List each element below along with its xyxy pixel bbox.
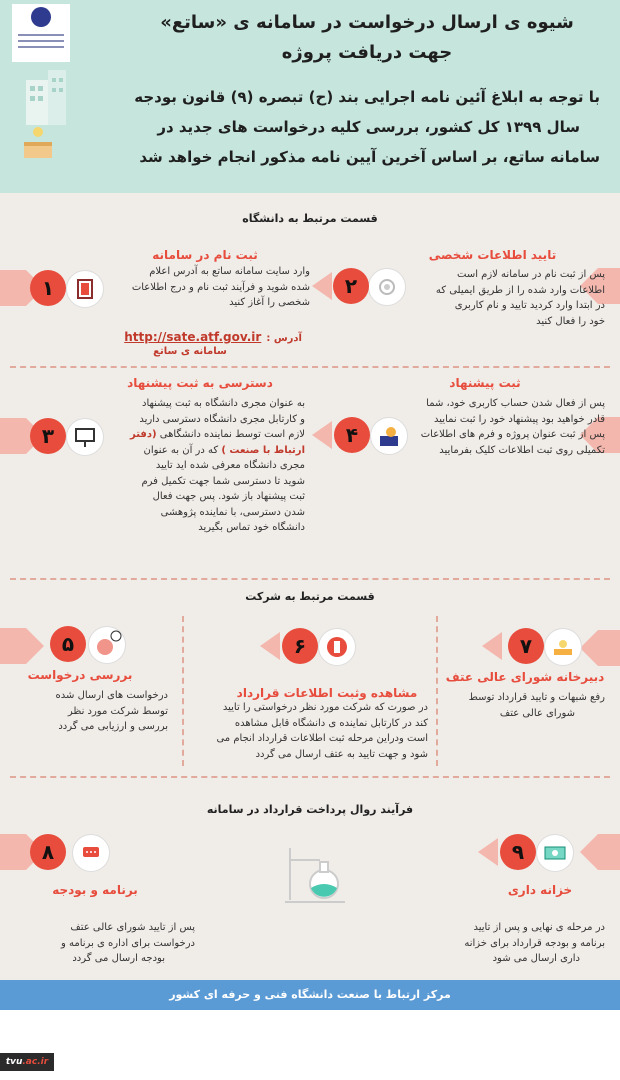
step-5-text: درخواست های ارسال شده توسط شرکت مورد نظر بررسی و ارزیابی می گردد xyxy=(55,690,168,732)
brain-clock-icon xyxy=(88,626,126,664)
certificate-icon xyxy=(544,628,582,666)
step-3-number: ۳ xyxy=(30,418,66,454)
intro-line: سامانه ساتع، بر اساس آخرین آیین نامه مذکور انجام خواهد شد xyxy=(139,148,600,166)
step-1-text: وارد سایت سامانه ساتع به آدرس اعلام شده شوید و فرآیند ثبت نام و درج اطلاعات شخصی را آغاز کنید xyxy=(131,266,310,308)
step-8-number: ۸ xyxy=(30,834,66,870)
portal-address xyxy=(112,326,302,345)
title-line: جهت دریافت پروژه xyxy=(281,42,453,63)
lab-flask-illustration-icon xyxy=(280,840,350,910)
step-8-text: پس از تایید شورای عالی عتف درخواست برای اداره ی برنامه و بودجه ارسال می گردد xyxy=(61,922,195,964)
page-title xyxy=(132,8,602,68)
section-title-company: قسمت مرتبط به شرکت xyxy=(245,590,375,603)
step-4-title: ثبت پیشنهاد xyxy=(449,376,521,390)
section-title-payment: فرآیند روال پرداخت قرارداد در سامانه xyxy=(206,803,414,816)
step-4-number: ۴ xyxy=(334,417,370,453)
step-2-number: ۲ xyxy=(333,268,369,304)
portal-url-link[interactable]: http://sate.atf.gov.ir xyxy=(124,330,262,344)
portal-name: سامانه ی ساتع xyxy=(153,346,227,357)
step-6-number: ۶ xyxy=(282,628,318,664)
step-2-title: تایید اطلاعات شخصی xyxy=(428,248,557,262)
step-7-text: رفع شبهات و تایید قرارداد توسط شورای عالی عتف xyxy=(468,692,605,719)
intro-line: با توجه به ابلاغ آئین نامه اجرایی بند (ح) تبصره (۹) قانون بودجه xyxy=(134,88,600,106)
address-label: آدرس : xyxy=(266,333,302,344)
door-icon xyxy=(66,270,104,308)
step-5-title: بررسی درخواست xyxy=(27,668,133,682)
university-logo xyxy=(12,4,70,62)
footer-bar: مرکز ارتباط با صنعت دانشگاه فنی و حرفه ای کشور xyxy=(0,980,620,1010)
step-1-title: ثبت نام در سامانه xyxy=(152,248,258,262)
stop-hand-icon xyxy=(318,628,356,666)
fingerprint-icon xyxy=(368,268,406,306)
step-9-text: در مرحله ی نهایی و پس از تایید برنامه و بودجه قرارداد برای خزانه داری ارسال می شود xyxy=(464,922,605,964)
step-7-number: ۷ xyxy=(508,628,544,664)
site-watermark: tvu.ac.ir xyxy=(0,1053,54,1071)
intro-paragraph xyxy=(30,82,600,172)
step-6-title: مشاهده وثبت اطلاعات قرارداد xyxy=(236,686,418,700)
step-9-number: ۹ xyxy=(500,834,536,870)
section-title-university: قسمت مرتبط به دانشگاه xyxy=(242,212,378,225)
step-5-number: ۵ xyxy=(50,626,86,662)
header-banner xyxy=(0,0,620,193)
user-computer-icon xyxy=(370,417,408,455)
step-3-text: به عنوان مجری دانشگاه به ثبت پیشنهاد و کارتابل مجری دانشگاه دسترسی دارید لازم است توسط نماینده دانشگاهی (دفتر ارتباط با صنعت ) که در آن به عنوان مجری دانشگاه معرفی شده اید تایید شوید تا دسترسی شما جهت تکمیل فرم ثبت پیشنهاد باز شود. پس جهت فعال شدن دسترسی، با نماینده پژوهشی دانشگاه خود تماس بگیرید xyxy=(130,398,305,533)
step-7-title: دبیرخانه شورای عالی عتف xyxy=(445,670,605,684)
logo-mark-icon xyxy=(31,7,51,27)
step-9-title: خزانه داری xyxy=(507,883,573,897)
step-8-title: برنامه و بودجه xyxy=(52,883,138,897)
chat-bubble-icon xyxy=(72,834,110,872)
step-2-text: پس از ثبت نام در سامانه لازم است اطلاعات وارد شده را از طریق ایمیلی که در ابتدا وارد کردید تایید و نام کاربری خود را فعال کنید xyxy=(435,269,605,327)
intro-line: سال ۱۳۹۹ کل کشور، بررسی کلیه درخواست های جدید در xyxy=(157,118,580,136)
step-1-number: ۱ xyxy=(30,270,66,306)
cash-icon xyxy=(536,834,574,872)
presentation-icon xyxy=(66,418,104,456)
step-4-text: پس از فعال شدن حساب کاربری خود، شما قادر خواهید بود پیشنهاد خود را ثبت نمایید پس از ثبت عنوان پروژه و فرم های اطلاعات تکمیلی روی ثبت اطلاعات کلیک بفرمایید xyxy=(420,398,605,456)
title-line: شیوه ی ارسال درخواست در سامانه ی «ساتع» xyxy=(160,12,574,33)
step-6-text: در صورت که شرکت مورد نظر درخواستی را تایید کند در کارتابل نماینده ی دانشگاه قابل مشاهده است ودراین مرحله ثبت اطلاعات قرارداد انجام می شود و جهت تایید به عتف ارسال می گردد xyxy=(216,702,428,760)
step-3-title: دسترسی به ثبت پیشنهاد xyxy=(127,376,273,390)
